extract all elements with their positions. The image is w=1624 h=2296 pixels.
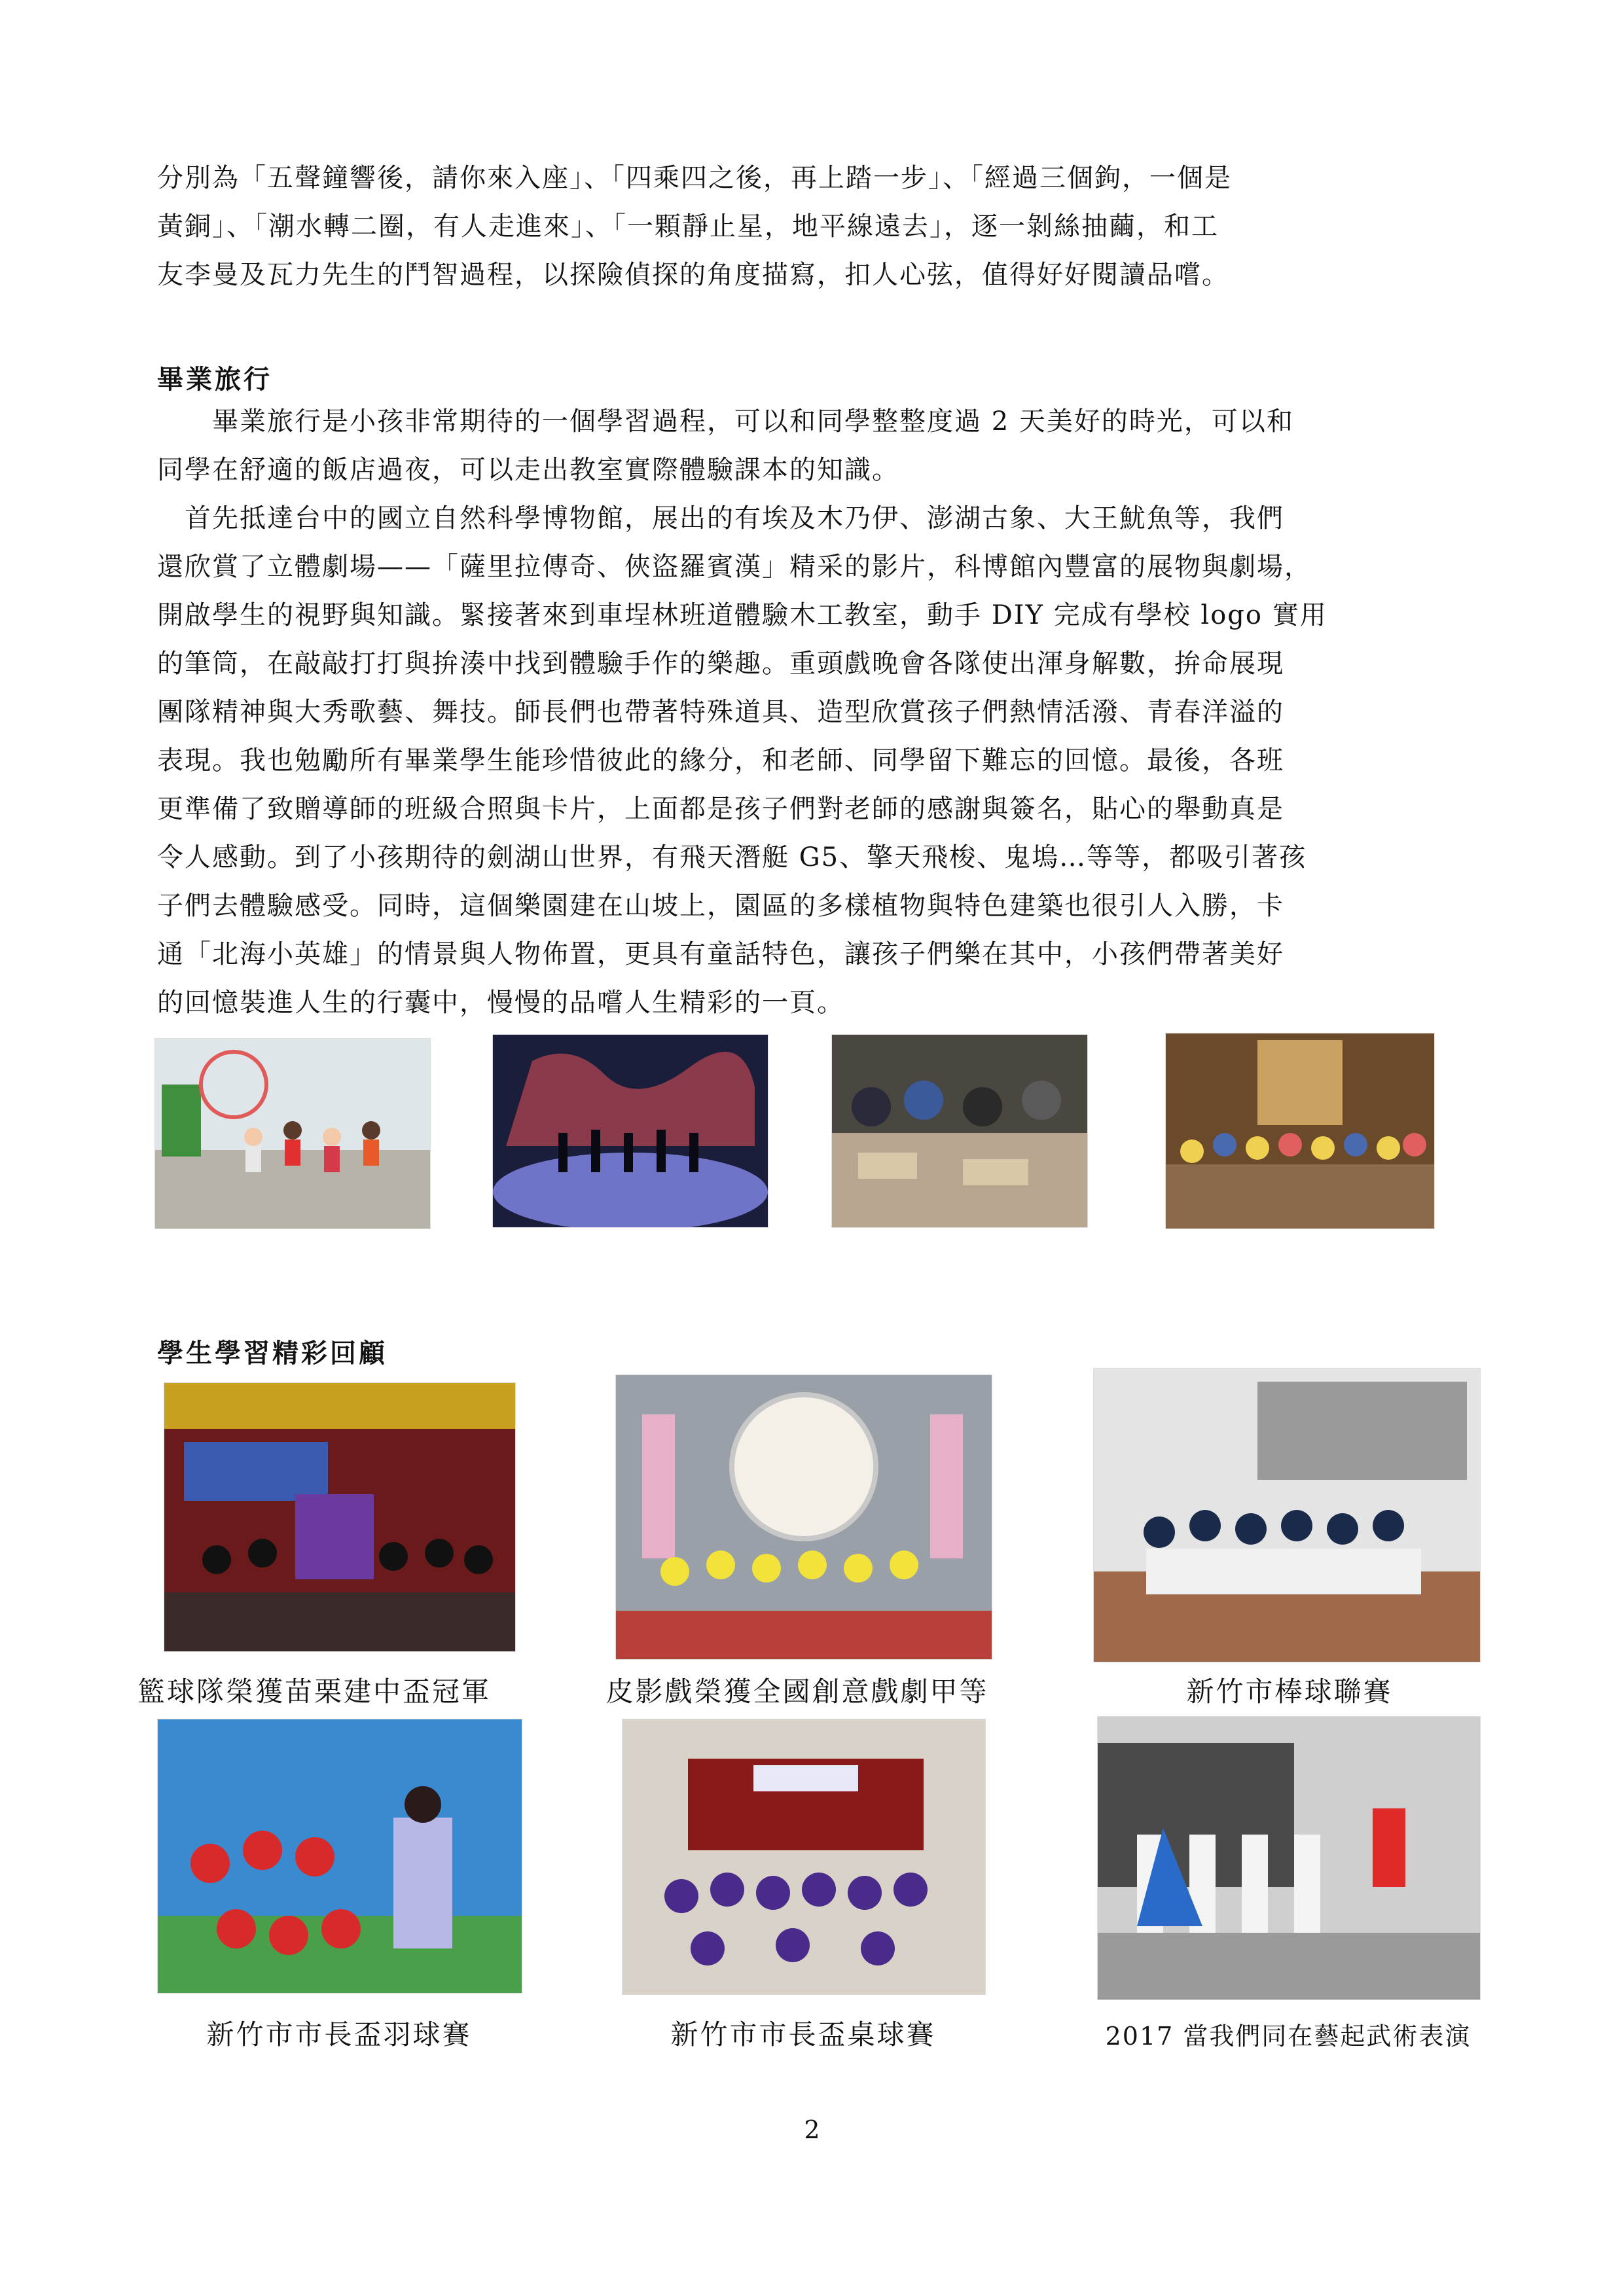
caption-table-tennis: 新竹市市長盃桌球賽	[670, 2018, 936, 2051]
trip-p2-line-2: 還欣賞了立體劇場——「薩里拉傳奇、俠盜羅賓漢」精采的影片，科博館內豐富的展物與劇場，	[157, 552, 1312, 582]
trip-p2-line-4: 的筆筒，在敲敲打打與拚湊中找到體驗手作的樂趣。重頭戲晚會各隊使出渾身解數，拚命展現	[157, 649, 1284, 679]
trip-photo-woodwork-class	[831, 1034, 1088, 1228]
page-number: 2	[804, 2115, 820, 2144]
trip-p1-line-2: 同學在舒適的飯店過夜，可以走出教室實際體驗課本的知識。	[157, 455, 899, 485]
photo-martial-arts-show	[1097, 1716, 1481, 2000]
trip-p2-line-7: 更準備了致贈導師的班級合照與卡片，上面都是孩子們對老師的感謝與簽名，貼心的舉動真是	[157, 794, 1284, 824]
trip-p2-line-11: 的回憶裝進人生的行囊中，慢慢的品嚐人生精彩的一頁。	[157, 988, 844, 1018]
trip-photo-group-card	[1165, 1033, 1435, 1229]
review-heading: 學生學習精彩回顧	[157, 1338, 388, 1369]
caption-shadow-puppet: 皮影戲榮獲全國創意戲劇甲等	[605, 1676, 989, 1708]
trip-p1-line-1: 畢業旅行是小孩非常期待的一個學習過程，可以和同學整整度過 2 天美好的時光，可以和	[157, 406, 1294, 437]
trip-photo-amusement-park	[154, 1038, 431, 1229]
photo-badminton-team	[157, 1719, 522, 1994]
intro-line-1: 分別為「五聲鐘響後，請你來入座」、「四乘四之後，再上踏一步」、「經過三個鉤，一個是	[157, 163, 1232, 193]
caption-baseball: 新竹市棒球聯賽	[1186, 1676, 1393, 1708]
trip-photo-stage-show	[492, 1034, 768, 1228]
photo-baseball-league	[1093, 1368, 1481, 1662]
intro-line-2: 黃銅」、「潮水轉二圈，有人走進來」、「一顆靜止星，地平線遠去」，逐一剝絲抽繭，和工	[157, 211, 1219, 242]
intro-line-3: 友李曼及瓦力先生的鬥智過程，以探險偵探的角度描寫，扣人心弦，值得好好閱讀品嚐。	[157, 260, 1229, 290]
trip-heading: 畢業旅行	[157, 365, 272, 395]
trip-p2-line-5: 團隊精神與大秀歌藝、舞技。師長們也帶著特殊道具、造型欣賞孩子們熱情活潑、青春洋溢的	[157, 697, 1284, 727]
caption-martial-arts: 2017 當我們同在藝起武術表演	[1105, 2022, 1471, 2051]
trip-p2-line-1: 首先抵達台中的國立自然科學博物館，展出的有埃及木乃伊、澎湖古象、大王魷魚等，我們	[157, 503, 1284, 533]
photo-table-tennis-team	[622, 1719, 986, 1995]
caption-basketball: 籃球隊榮獲苗栗建中盃冠軍	[137, 1676, 491, 1708]
trip-p2-line-8: 令人感動。到了小孩期待的劍湖山世界，有飛天潛艇 G5、擎天飛梭、鬼塢…等等，都吸引著孩	[157, 842, 1307, 872]
trip-p2-line-6: 表現。我也勉勵所有畢業學生能珍惜彼此的緣分，和老師、同學留下難忘的回憶。最後，各班	[157, 745, 1284, 776]
trip-p2-line-3: 開啟學生的視野與知識。緊接著來到車埕林班道體驗木工教室，動手 DIY 完成有學校 logo 實用	[157, 600, 1327, 630]
photo-basketball-team	[164, 1382, 516, 1652]
trip-p2-line-9: 子們去體驗感受。同時，這個樂園建在山坡上，園區的多樣植物與特色建築也很引人入勝，卡	[157, 891, 1284, 921]
caption-badminton: 新竹市市長盃羽球賽	[206, 2018, 472, 2051]
photo-shadow-puppet-drama	[615, 1374, 992, 1660]
trip-p2-line-10: 通「北海小英雄」的情景與人物佈置，更具有童話特色，讓孩子們樂在其中，小孩們帶著美好	[157, 939, 1284, 969]
